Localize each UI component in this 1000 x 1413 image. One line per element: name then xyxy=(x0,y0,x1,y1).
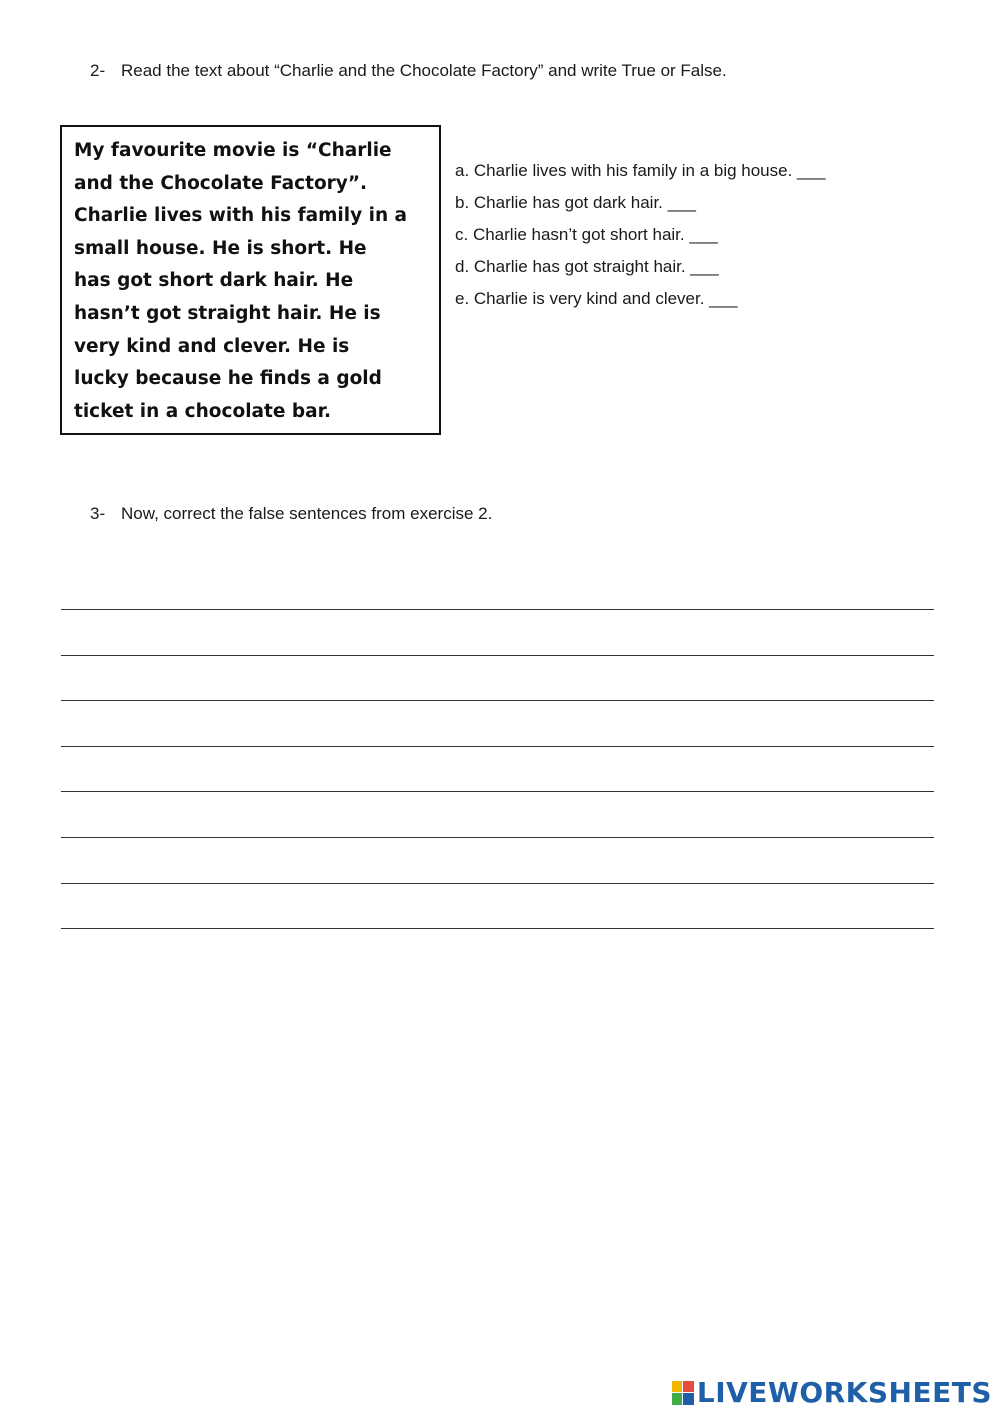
exercise-2-instruction-text: Read the text about “Charlie and the Chocolate Factory” and write True or False. xyxy=(121,61,727,80)
logo-square xyxy=(683,1393,694,1405)
watermark-text: LIVEWORKSHEETS xyxy=(696,1376,992,1409)
reading-text-line: and the Chocolate Factory”. xyxy=(74,172,368,194)
statement-b[interactable]: b. Charlie has got dark hair. ___ xyxy=(455,193,696,212)
exercise-2-number: 2- xyxy=(90,61,106,80)
logo-square xyxy=(683,1381,694,1393)
reading-text-box xyxy=(60,125,441,435)
logo-square xyxy=(672,1381,683,1393)
answer-line[interactable] xyxy=(61,655,934,656)
logo-square xyxy=(672,1393,683,1405)
liveworksheets-logo-icon xyxy=(672,1381,694,1405)
answer-line[interactable] xyxy=(61,746,934,747)
statement-c[interactable]: c. Charlie hasn’t got short hair. ___ xyxy=(455,225,718,244)
reading-text-line: very kind and clever. He is xyxy=(74,335,350,357)
reading-text-line: My favourite movie is “Charlie xyxy=(74,140,392,161)
reading-text-line: has got short dark hair. He xyxy=(74,270,354,292)
reading-text-line: lucky because he finds a gold xyxy=(74,368,382,390)
answer-line[interactable] xyxy=(61,883,934,884)
answer-line[interactable] xyxy=(61,700,934,701)
answer-line[interactable] xyxy=(61,791,934,792)
exercise-2-instruction xyxy=(90,61,727,81)
answer-writing-lines xyxy=(61,609,934,974)
true-false-statements xyxy=(455,155,825,315)
reading-text-line: hasn’t got straight hair. He is xyxy=(74,302,381,324)
exercise-3-instruction xyxy=(90,504,492,524)
reading-text-line: ticket in a chocolate bar. xyxy=(74,400,332,422)
statement-e[interactable]: e. Charlie is very kind and clever. ___ xyxy=(455,289,738,308)
exercise-3-instruction-text: Now, correct the false sentences from exercise 2. xyxy=(121,504,493,523)
exercise-3-number: 3- xyxy=(90,504,106,523)
answer-line[interactable] xyxy=(61,928,934,929)
answer-line[interactable] xyxy=(61,609,934,610)
reading-text-line: small house. He is short. He xyxy=(74,237,367,259)
liveworksheets-watermark xyxy=(672,1376,992,1409)
answer-line[interactable] xyxy=(61,837,934,838)
statement-d[interactable]: d. Charlie has got straight hair. ___ xyxy=(455,257,719,276)
reading-text-line: Charlie lives with his family in a xyxy=(74,205,408,227)
statement-a[interactable]: a. Charlie lives with his family in a big house. ___ xyxy=(455,161,826,180)
